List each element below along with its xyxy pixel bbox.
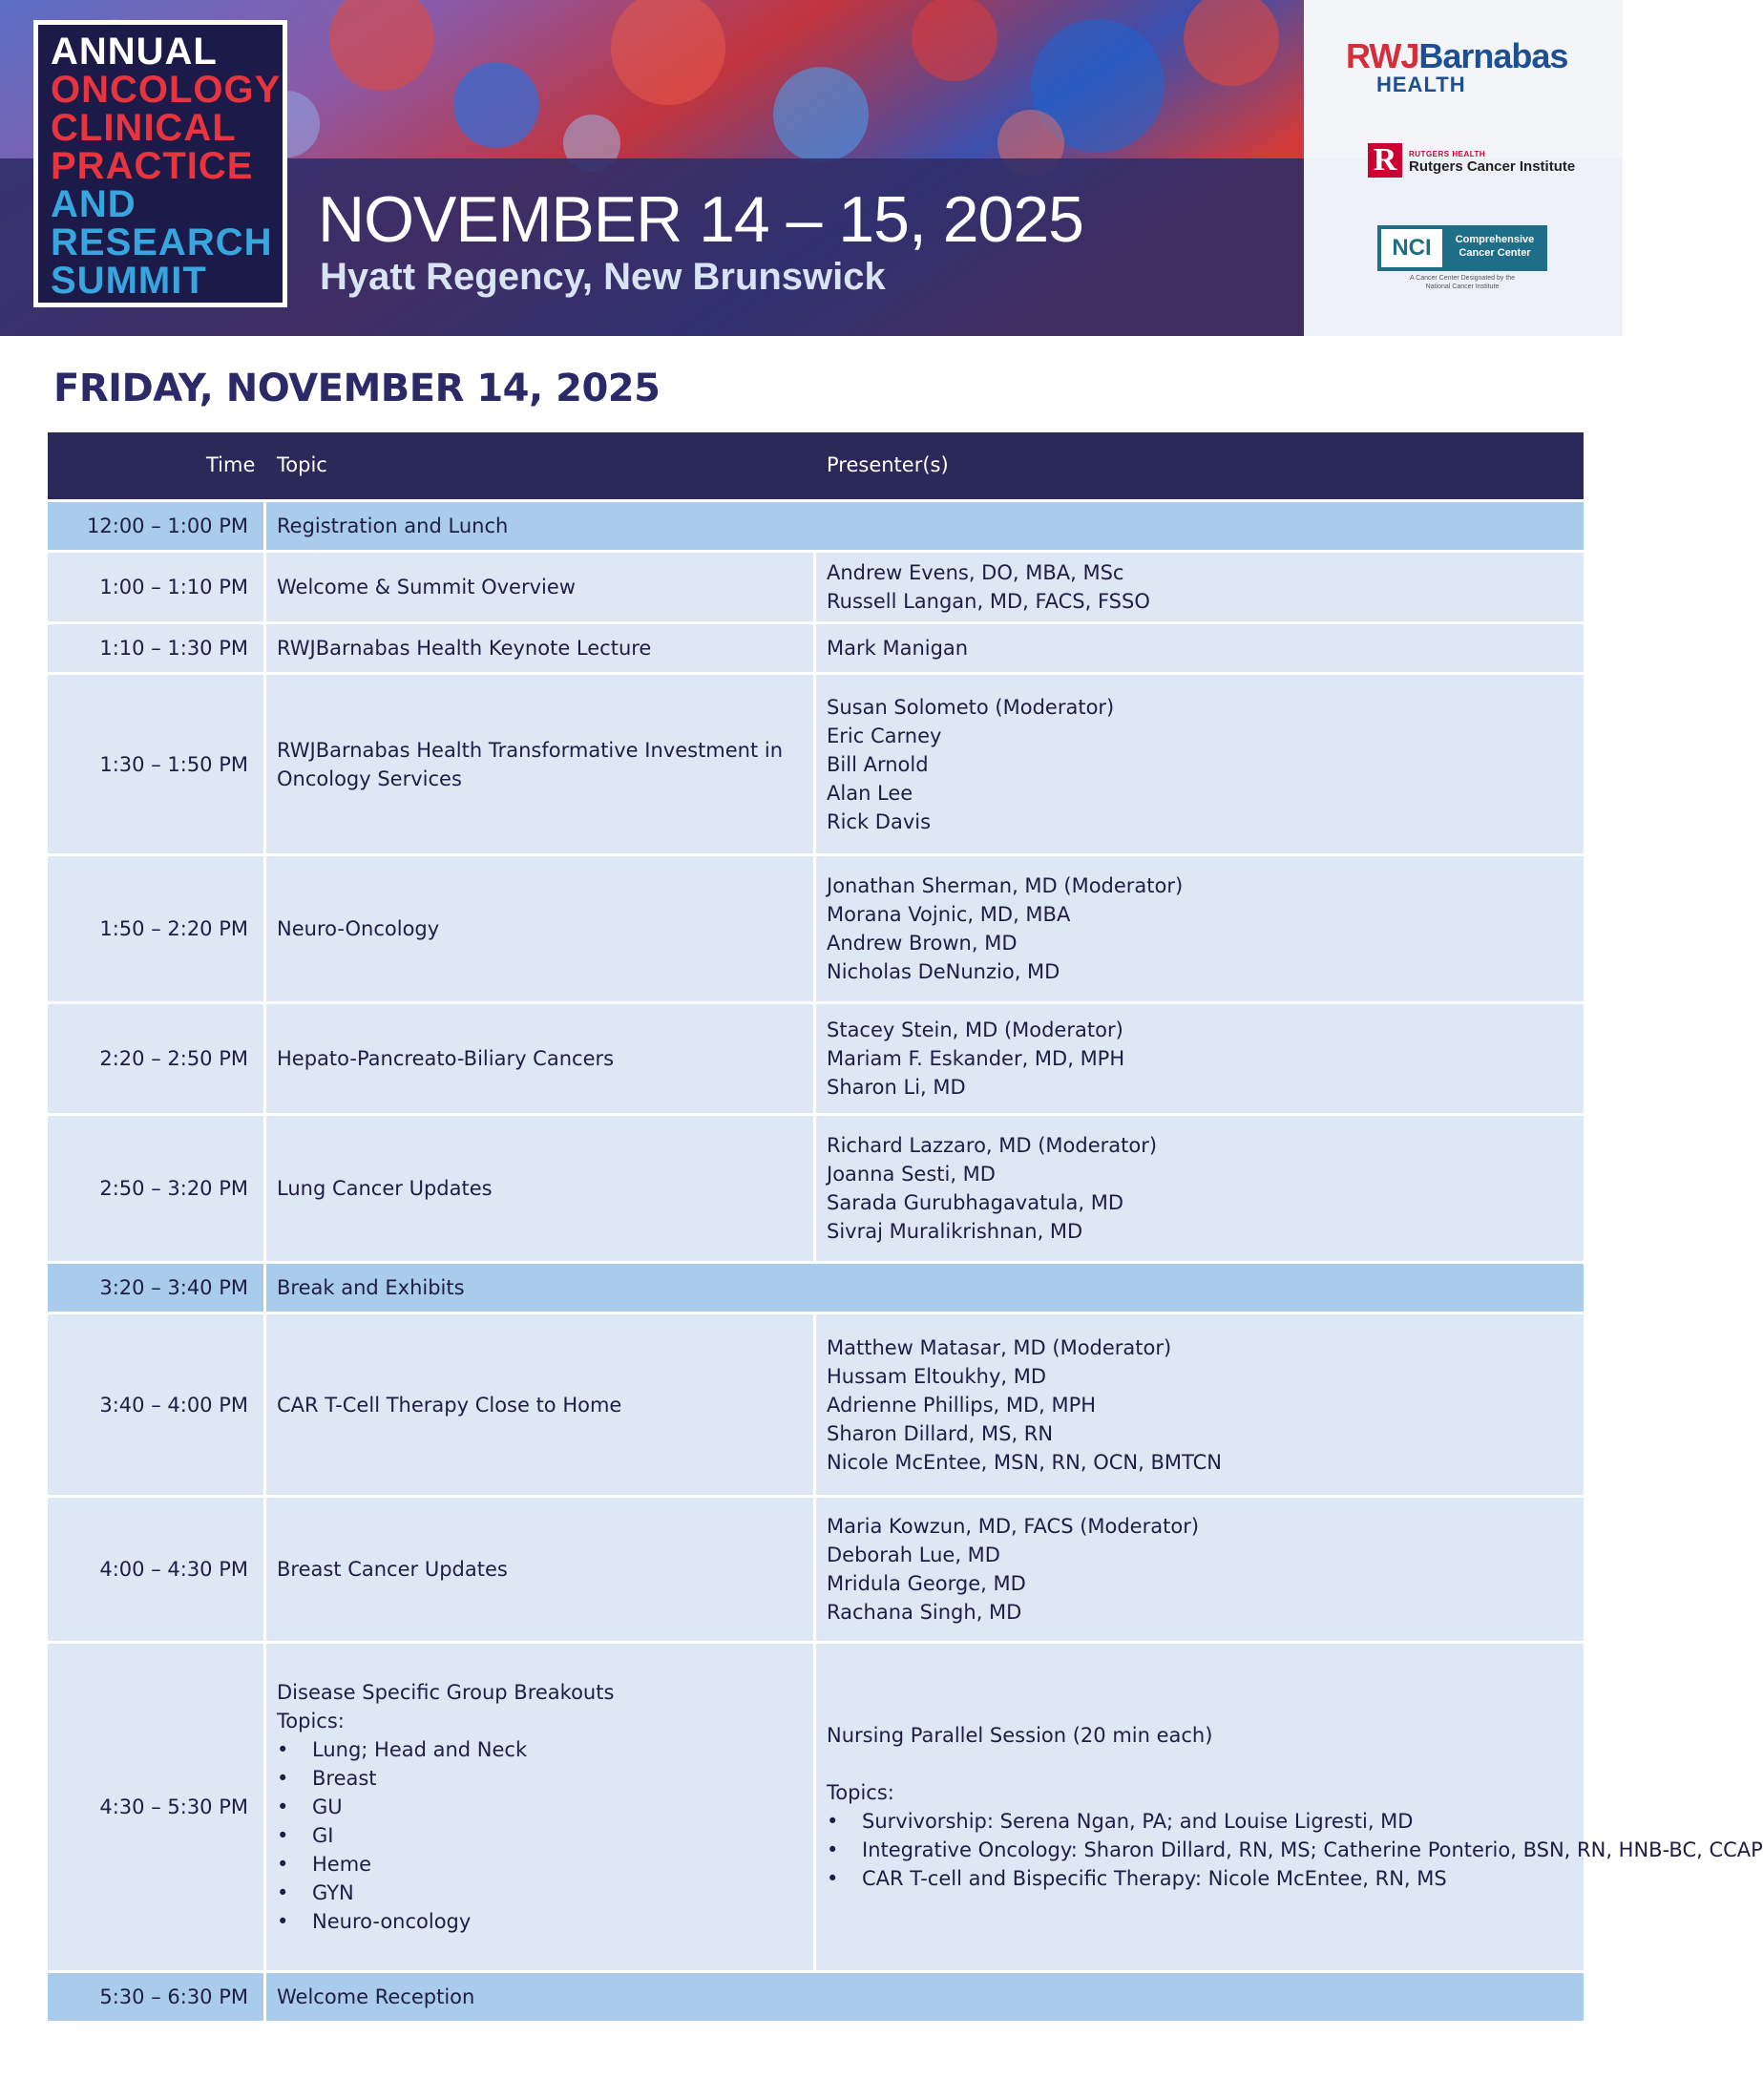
nci-designation-line: National Cancer Institute	[1425, 284, 1500, 290]
presenter: Mariam F. Eskander, MD, MPH	[827, 1047, 1125, 1070]
row-time: 3:40 – 4:00 PM	[48, 1314, 263, 1495]
presenter: Rick Davis	[827, 809, 932, 833]
rutgers-cancer-institute-logo: Rutgers Cancer Institute	[1409, 158, 1576, 175]
row-topic: Neuro-Oncology	[266, 856, 813, 1001]
row-time: 1:30 – 1:50 PM	[48, 675, 263, 853]
event-venue: Hyatt Regency, New Brunswick	[320, 256, 886, 298]
day-heading: FRIDAY, NOVEMBER 14, 2025	[53, 367, 661, 410]
presenter: Nicholas DeNunzio, MD	[827, 960, 1060, 983]
row-topic: RWJBarnabas Health Transformative Investment in Oncology Services	[266, 675, 813, 853]
topic-line: Topics:	[277, 1710, 345, 1732]
presenter: Sharon Dillard, MS, RN	[827, 1421, 1054, 1445]
row-time: 1:10 – 1:30 PM	[48, 624, 263, 672]
row-time: 4:30 – 5:30 PM	[48, 1644, 263, 1970]
presenter: Bill Arnold	[827, 752, 929, 776]
presenter: Sarada Gurubhagavatula, MD	[827, 1191, 1123, 1214]
table-row	[48, 856, 1584, 1001]
presenter: Adrienne Phillips, MD, MPH	[827, 1393, 1097, 1417]
table-row	[48, 1498, 1584, 1641]
presenter: Joanna Sesti, MD	[827, 1163, 996, 1186]
row-time: 3:20 – 3:40 PM	[48, 1264, 263, 1312]
table-header	[48, 432, 1584, 499]
table-row	[48, 624, 1584, 672]
row-time: 2:50 – 3:20 PM	[48, 1116, 263, 1261]
presenter-line: Nursing Parallel Session (20 min each)	[827, 1724, 1213, 1747]
presenter-bullet: • CAR T-cell and Bispecific Therapy: Nicole McEntee, RN, MS	[827, 1864, 1576, 1893]
row-presenters	[816, 1116, 1584, 1261]
presenter: Eric Carney	[827, 724, 942, 747]
nci-designation	[1361, 274, 1564, 291]
table-row	[48, 553, 1584, 621]
title-line: ANNUAL	[51, 31, 218, 73]
presenter: Hussam Eltoukhy, MD	[827, 1364, 1047, 1388]
title-line: SUMMIT	[51, 260, 207, 302]
rutgers-r-icon: R	[1368, 143, 1402, 178]
row-presenters	[816, 1498, 1584, 1641]
table-row	[48, 1004, 1584, 1113]
topic-line: Disease Specific Group Breakouts	[277, 1681, 615, 1704]
topic-bullet: • Lung; Head and Neck	[277, 1735, 614, 1764]
topic-bullet: • Neuro-oncology	[277, 1907, 614, 1936]
topic-bullet: • Breast	[277, 1764, 614, 1793]
table-row	[48, 1973, 1584, 2021]
row-time: 2:20 – 2:50 PM	[48, 1004, 263, 1113]
table-row	[48, 1314, 1584, 1495]
title-line: CLINICAL	[51, 107, 237, 149]
row-presenters	[816, 1004, 1584, 1113]
title-line: RESEARCH	[51, 221, 273, 263]
nci-tag: NCI	[1381, 229, 1442, 267]
row-topic: Welcome & Summit Overview	[266, 553, 813, 621]
rutgers-health-label: RUTGERS HEALTH	[1409, 150, 1486, 158]
presenter: Russell Langan, MD, FACS, FSSO	[827, 590, 1150, 613]
row-topic: Breast Cancer Updates	[266, 1498, 813, 1641]
row-presenters	[816, 1644, 1763, 1970]
sponsor-logos	[1304, 0, 1623, 336]
nci-label	[1445, 233, 1544, 260]
event-banner	[0, 0, 1304, 336]
presenter: Mridula George, MD	[827, 1572, 1026, 1595]
row-topic: Registration and Lunch	[266, 502, 1584, 550]
presenter: Mark Manigan	[827, 637, 969, 660]
row-topic: RWJBarnabas Health Keynote Lecture	[266, 624, 813, 672]
row-presenters	[816, 856, 1584, 1001]
nci-designation-line: A Cancer Center Designated by the	[1409, 275, 1516, 282]
topic-bullet: • Heme	[277, 1850, 614, 1879]
presenter: Richard Lazzaro, MD (Moderator)	[827, 1134, 1158, 1157]
row-time: 4:00 – 4:30 PM	[48, 1498, 263, 1641]
topic-bullet: • GU	[277, 1793, 614, 1821]
summit-title-box	[33, 20, 287, 307]
row-presenters	[816, 624, 1584, 672]
table-row	[48, 1264, 1584, 1312]
title-line: PRACTICE	[51, 145, 254, 187]
presenter: Nicole McEntee, MSN, RN, OCN, BMTCN	[827, 1450, 1222, 1474]
row-topic: Welcome Reception	[266, 1973, 1584, 2021]
spacer	[827, 1750, 1576, 1778]
row-topic: CAR T-Cell Therapy Close to Home	[266, 1314, 813, 1495]
presenter-line: Topics:	[827, 1781, 894, 1804]
presenter: Jonathan Sherman, MD (Moderator)	[827, 874, 1184, 897]
rwj-logo-part: RWJ	[1346, 36, 1419, 75]
row-time: 1:00 – 1:10 PM	[48, 553, 263, 621]
presenter: Rachana Singh, MD	[827, 1601, 1022, 1624]
title-line: ONCOLOGY	[51, 69, 282, 111]
presenter: Andrew Evens, DO, MBA, MSc	[827, 561, 1124, 584]
row-time: 12:00 – 1:00 PM	[48, 502, 263, 550]
table-row	[48, 1116, 1584, 1261]
table-row	[48, 502, 1584, 550]
row-time: 5:30 – 6:30 PM	[48, 1973, 263, 2021]
presenter-bullet: • Integrative Oncology: Sharon Dillard, RN, MS; Catherine Ponterio, BSN, RN, HNB-BC, CCAP	[827, 1836, 1576, 1864]
presenter: Morana Vojnic, MD, MBA	[827, 903, 1071, 926]
header-presenters: Presenter(s)	[827, 453, 949, 476]
title-line: AND	[51, 183, 136, 225]
header-time: Time	[206, 453, 256, 476]
presenter: Susan Solometo (Moderator)	[827, 695, 1115, 719]
presenter: Andrew Brown, MD	[827, 932, 1018, 955]
rwj-logo-sub: HEALTH	[1376, 73, 1466, 96]
row-topic: Lung Cancer Updates	[266, 1116, 813, 1261]
presenter: Alan Lee	[827, 781, 913, 805]
row-topic	[266, 1644, 813, 1970]
presenter-bullet: • Survivorship: Serena Ngan, PA; and Louise Ligresti, MD	[827, 1807, 1576, 1836]
header-topic: Topic	[277, 453, 327, 476]
row-topic: Break and Exhibits	[266, 1264, 1584, 1312]
event-dates: NOVEMBER 14 – 15, 2025	[318, 183, 1084, 256]
table-row	[48, 1644, 1763, 1970]
row-topic: Hepato-Pancreato-Biliary Cancers	[266, 1004, 813, 1113]
presenter: Sharon Li, MD	[827, 1076, 966, 1099]
presenter: Maria Kowzun, MD, FACS (Moderator)	[827, 1515, 1200, 1538]
presenter: Stacey Stein, MD (Moderator)	[827, 1018, 1123, 1041]
rwjbarnabas-logo	[1346, 38, 1567, 74]
topic-bullet: • GYN	[277, 1879, 614, 1907]
nci-label-line: Comprehensive	[1455, 234, 1535, 245]
row-presenters	[816, 553, 1584, 621]
table-row	[48, 675, 1584, 853]
presenter: Matthew Matasar, MD (Moderator)	[827, 1335, 1172, 1359]
presenter: Sivraj Muralikrishnan, MD	[827, 1220, 1083, 1243]
presenter: Deborah Lue, MD	[827, 1544, 1000, 1566]
rwj-logo-part: Barnabas	[1418, 36, 1568, 75]
row-presenters	[816, 675, 1584, 853]
topic-bullet: • GI	[277, 1821, 614, 1850]
row-time: 1:50 – 2:20 PM	[48, 856, 263, 1001]
nci-label-line: Cancer Center	[1459, 247, 1531, 259]
row-presenters	[816, 1314, 1584, 1495]
